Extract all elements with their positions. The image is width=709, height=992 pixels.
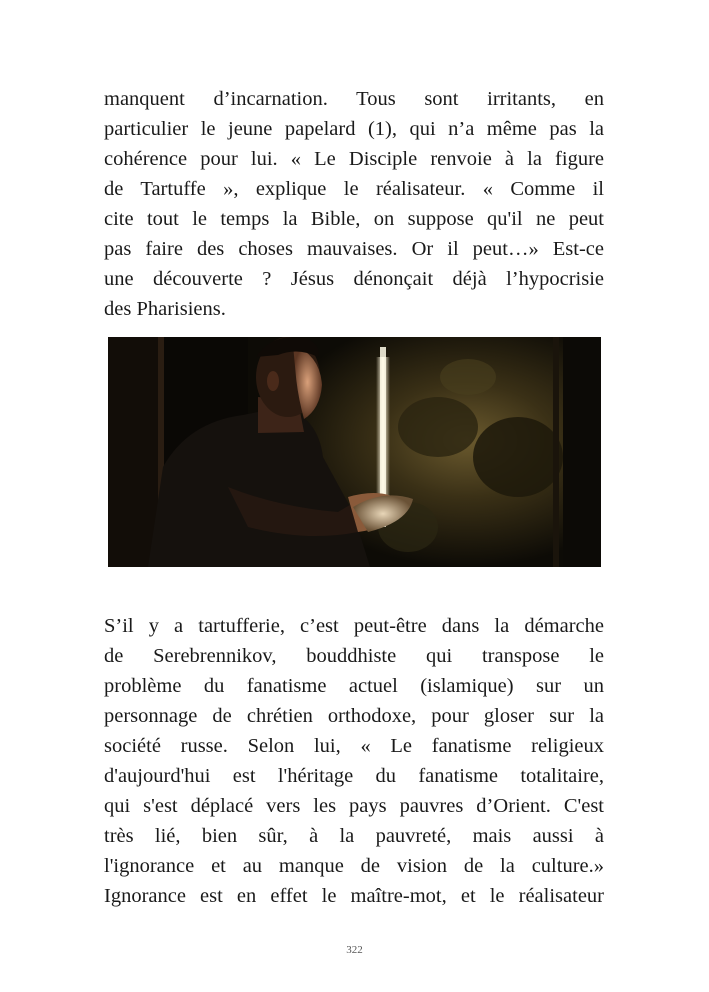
- text-line: qui s'est déplacé vers les pays pauvres d’Orient. C'est: [104, 795, 604, 817]
- text-line: l'ignorance et au manque de vision de la culture.»: [104, 855, 604, 877]
- text-line: des Pharisiens.: [104, 298, 226, 320]
- text-line: d'aujourd'hui est l'héritage du fanatisme totalitaire,: [104, 765, 604, 787]
- text-line: une découverte ? Jésus dénonçait déjà l’hypocrisie: [104, 268, 604, 290]
- text-line: particulier le jeune papelard (1), qui n’a même pas la: [104, 118, 604, 140]
- text-line: Ignorance est en effet le maître-mot, et le réalisateur: [104, 885, 604, 907]
- text-line: cite tout le temps la Bible, on suppose qu'il ne peut: [104, 208, 604, 230]
- film-still-photo: [108, 337, 601, 567]
- text-line: de Serebrennikov, bouddhiste qui transpose le: [104, 645, 604, 667]
- text-line: société russe. Selon lui, « Le fanatisme religieux: [104, 735, 604, 757]
- page-number: 322: [346, 944, 363, 956]
- text-line: S’il y a tartufferie, c’est peut-être dans la démarche: [104, 615, 604, 637]
- paragraph-2: [104, 611, 604, 911]
- text-line: pas faire des choses mauvaises. Or il peut…» Est-ce: [104, 238, 604, 260]
- text-line: très lié, bien sûr, à la pauvreté, mais aussi à: [104, 825, 604, 847]
- text-line: manquent d’incarnation. Tous sont irritants, en: [104, 88, 604, 110]
- text-line: problème du fanatisme actuel (islamique) sur un: [104, 675, 604, 697]
- paragraph-1: [104, 84, 604, 324]
- text-line: cohérence pour lui. « Le Disciple renvoie à la figure: [104, 148, 604, 170]
- text-line: de Tartuffe », explique le réalisateur. « Comme il: [104, 178, 604, 200]
- text-line: personnage de chrétien orthodoxe, pour gloser sur la: [104, 705, 604, 727]
